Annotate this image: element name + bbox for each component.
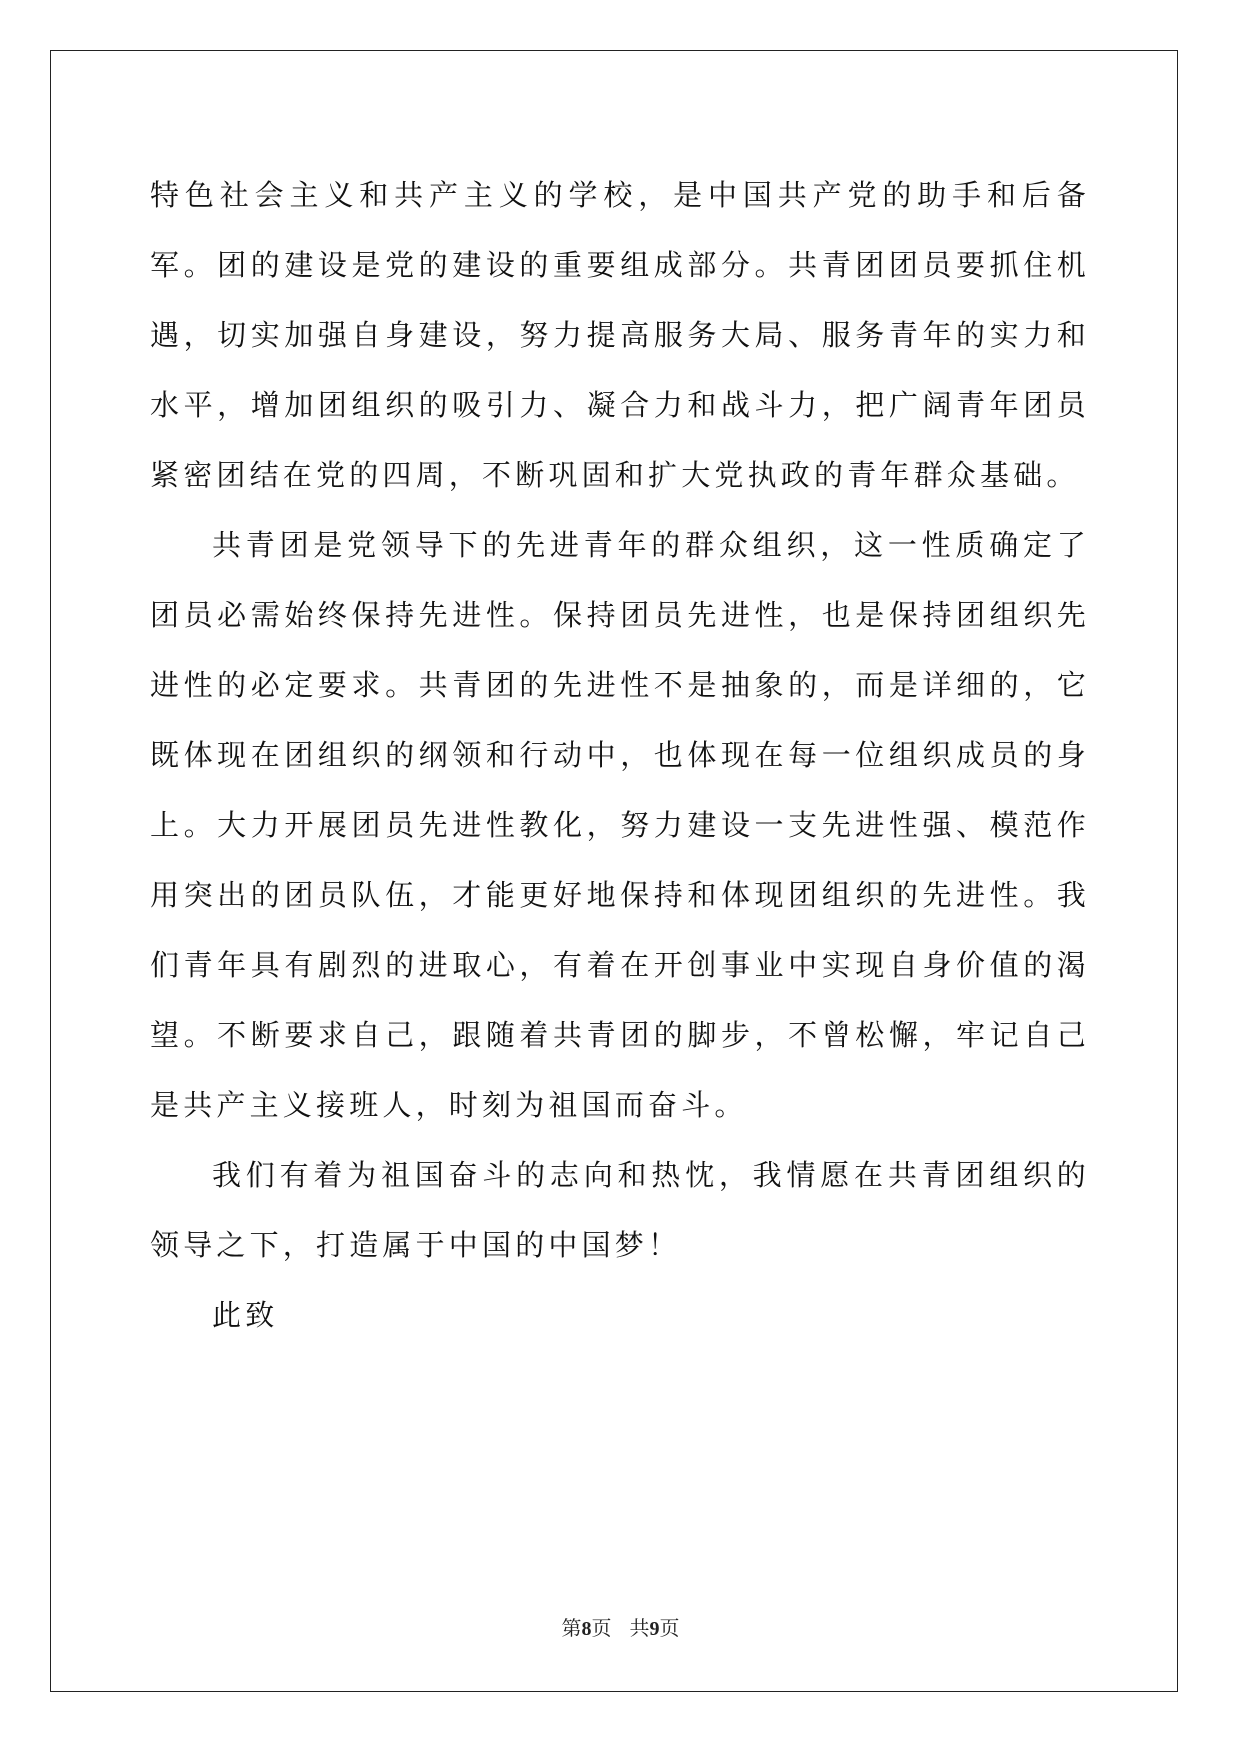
total-pages-number: 9: [649, 1618, 660, 1640]
total-suffix: 页: [659, 1618, 680, 1640]
closing-salutation: 此致: [212, 1298, 279, 1332]
page-suffix: 页: [591, 1618, 612, 1640]
page-footer: [0, 1612, 1241, 1641]
current-page-number: 8: [581, 1618, 592, 1640]
paragraph-1: 特色社会主义和共产主义的学校，是中国共产党的助手和后备军。团的建设是党的建设的重要组成部分。共青团团员要抓住机遇，切实加强自身建设，努力提高服务大局、服务青年的实力和水平，增加团组织的吸引力、凝合力和战斗力，把广阔青年团员紧密团结在党的四周，不断巩固和扩大党执政的青年群众基础。: [150, 178, 1090, 492]
total-prefix: 共: [629, 1618, 650, 1640]
document-body: [150, 160, 1090, 1350]
page-prefix: 第: [561, 1618, 582, 1640]
paragraph-2: 共青团是党领导下的先进青年的群众组织，这一性质确定了团员必需始终保持先进性。保持团员先进性，也是保持团组织先进性的必定要求。共青团的先进性不是抽象的，而是详细的，它既体现在团组织的纲领和行动中，也体现在每一位组织成员的身上。大力开展团员先进性教化，努力建设一支先进性强、模范作用突出的团员队伍，才能更好地保持和体现团组织的先进性。我们青年具有剧烈的进取心，有着在开创事业中实现自身价值的渴望。不断要求自己，跟随着共青团的脚步，不曾松懈，牢记自己是共产主义接班人，时刻为祖国而奋斗。: [150, 528, 1090, 1122]
paragraph-3: 我们有着为祖国奋斗的志向和热忱，我情愿在共青团组织的领导之下，打造属于中国的中国梦！: [150, 1158, 1090, 1262]
